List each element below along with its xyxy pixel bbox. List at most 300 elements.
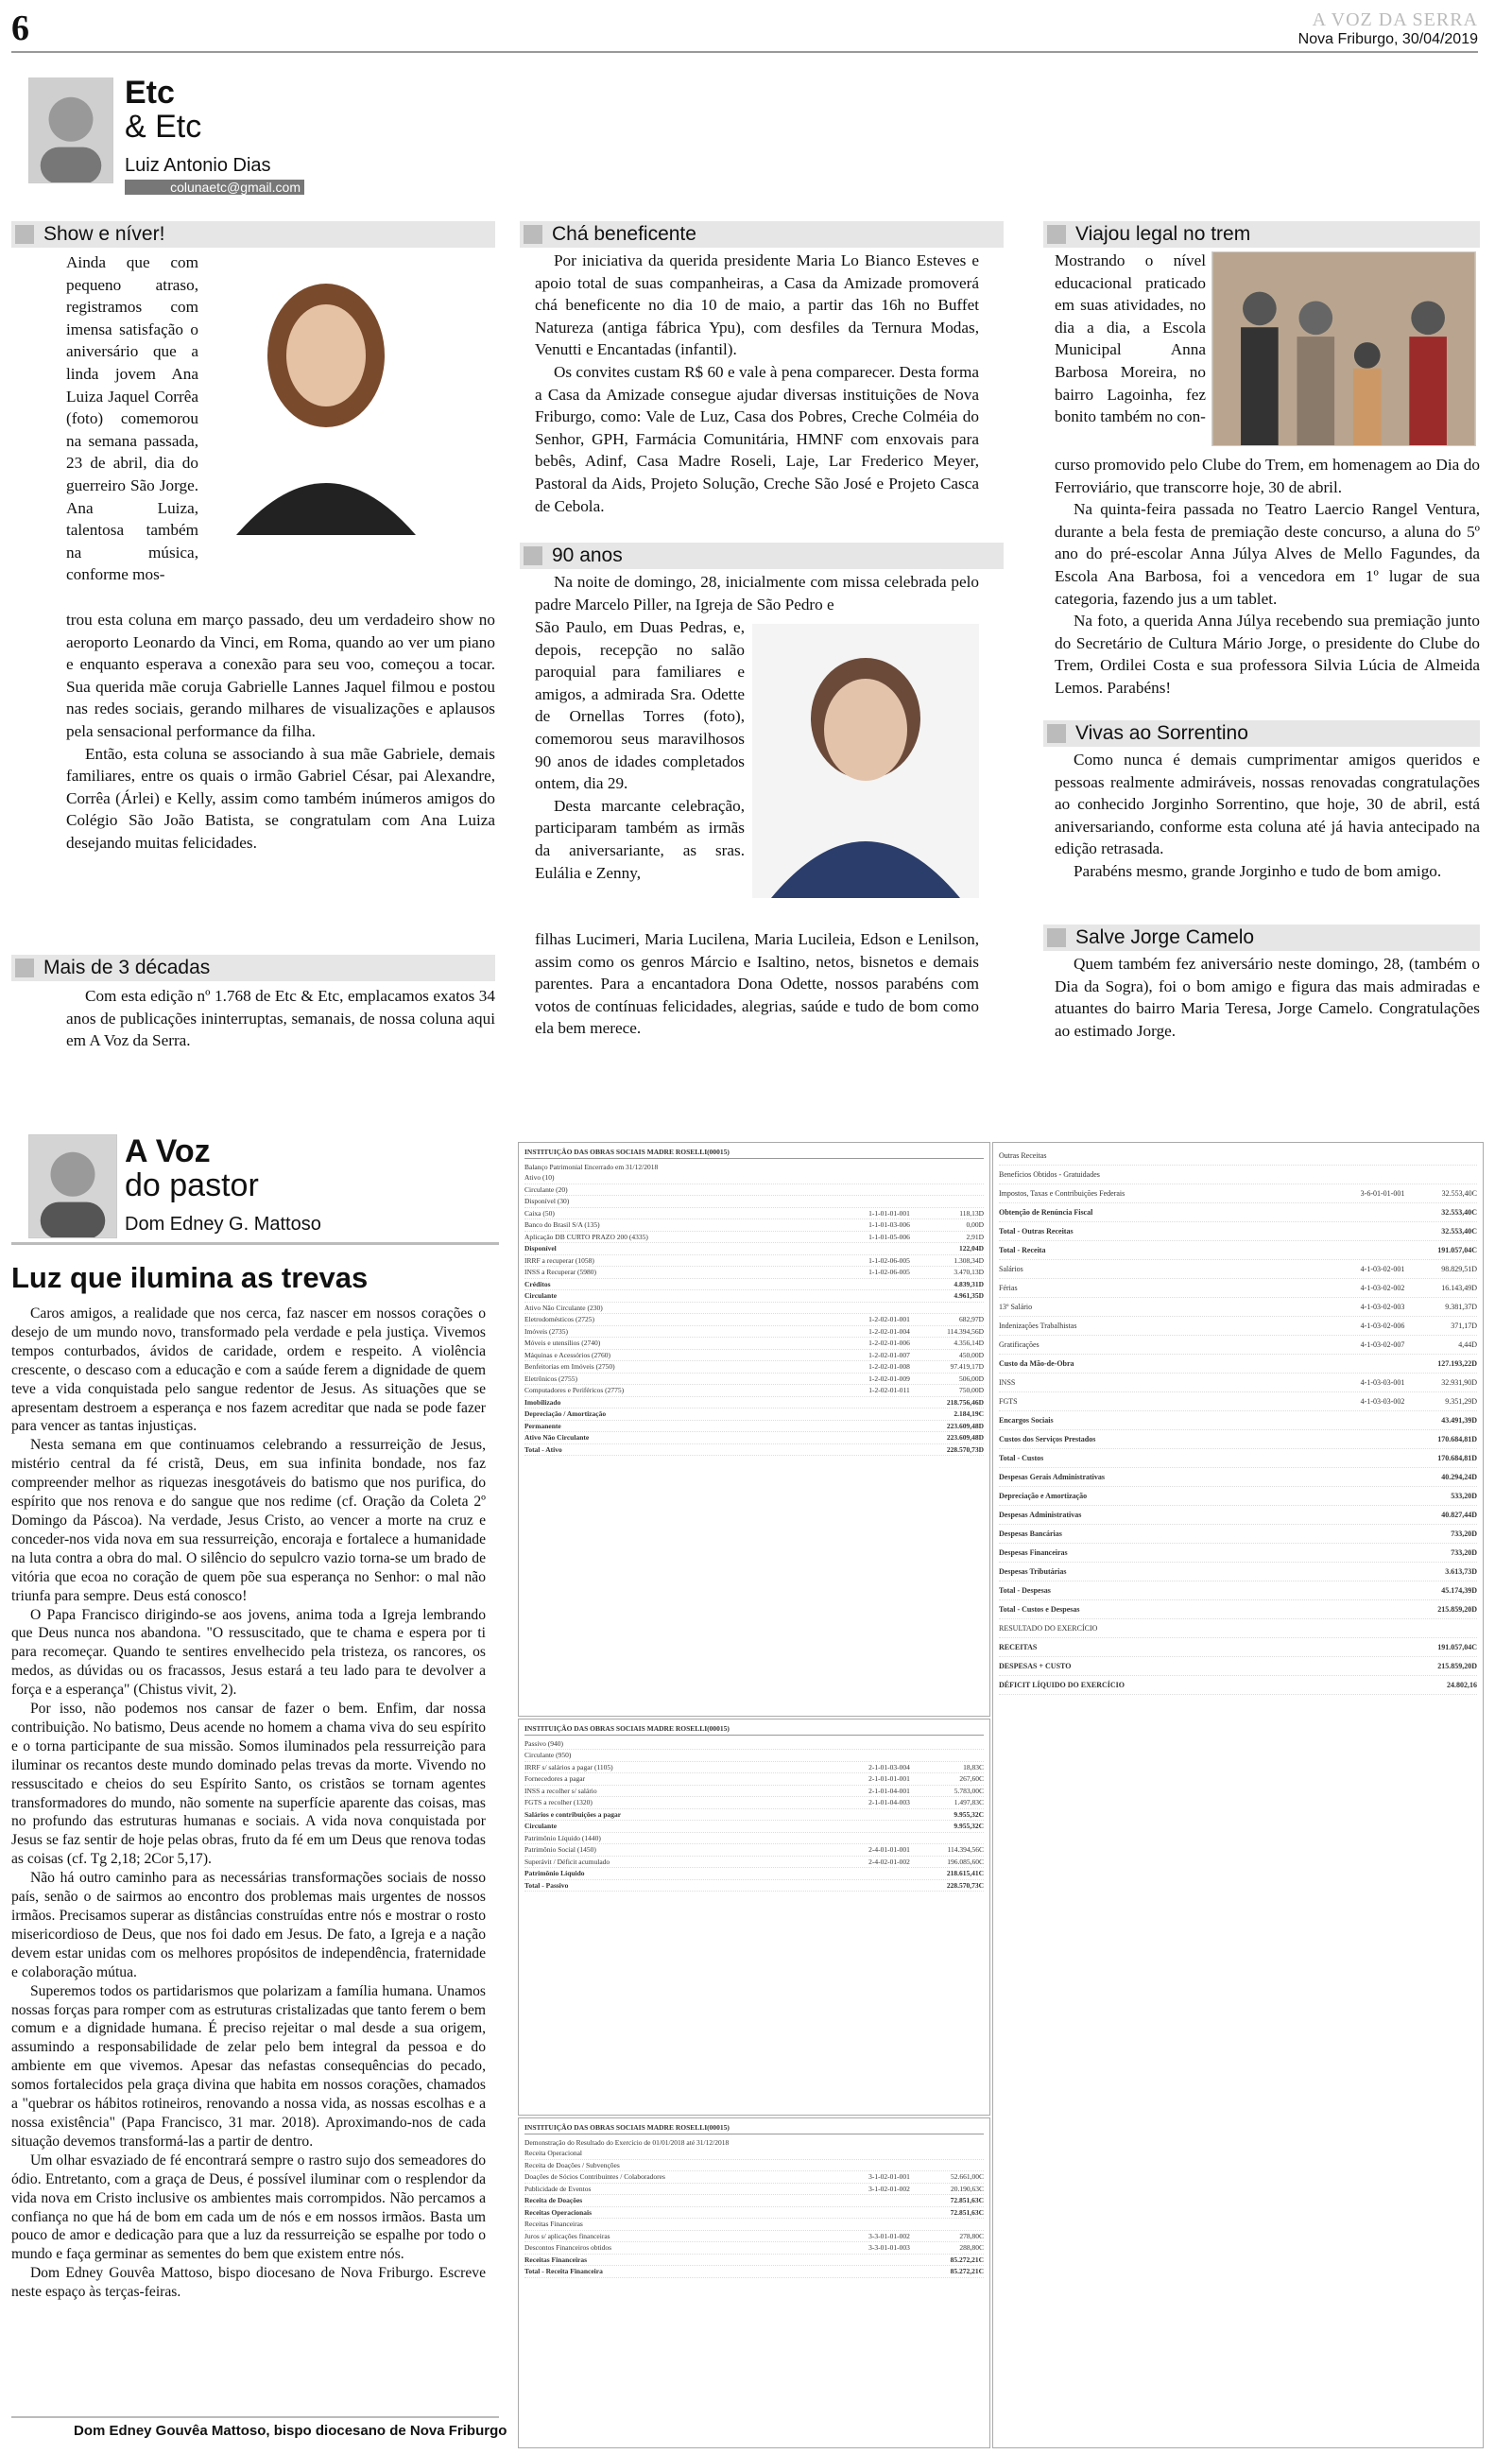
statement-row bbox=[999, 1355, 1477, 1374]
statement-row bbox=[524, 1219, 984, 1232]
statement-row bbox=[999, 1203, 1477, 1222]
row-label: Custo da Mão-de-Obra bbox=[999, 1359, 1074, 1368]
statement-row bbox=[999, 1657, 1477, 1676]
row-label: Eletrodomésticos (2725) bbox=[524, 1315, 594, 1323]
row-value: 114.394,56C bbox=[947, 1845, 984, 1854]
section-heading-cha: Chá beneficente bbox=[520, 221, 1004, 248]
row-value: 72.851,63C bbox=[950, 2196, 984, 2204]
row-value: 2.184,19C bbox=[954, 1409, 984, 1418]
row-value: 85.272,21C bbox=[950, 2255, 984, 2264]
row-code: 2-1-01-04-003 bbox=[868, 1798, 910, 1806]
row-code: 1-2-02-01-011 bbox=[868, 1386, 910, 1394]
row-value: 9.351,29D bbox=[1445, 1397, 1477, 1406]
column-subtitle: & Etc bbox=[125, 109, 202, 145]
row-label: Móveis e utensílios (2740) bbox=[524, 1339, 601, 1347]
row-label: Total - Outras Receitas bbox=[999, 1227, 1074, 1236]
row-value: 170.684,81D bbox=[1437, 1435, 1477, 1443]
row-code bbox=[861, 1172, 918, 1184]
row-label: Imóveis (2735) bbox=[524, 1326, 569, 1336]
row-label: Créditos bbox=[524, 1279, 551, 1288]
paragraph: Na noite de domingo, 28, inicialmente com missa celebrada pelo padre Marcelo Piller, na Igreja de São Pedro e bbox=[535, 573, 979, 614]
row-code bbox=[861, 1444, 918, 1456]
row-code: 4-1-03-02-001 bbox=[1360, 1265, 1405, 1273]
row-label: Imobilizado bbox=[524, 1397, 561, 1407]
row-label: Publicidade de Eventos bbox=[524, 2184, 592, 2193]
row-label: FGTS a recolher (1320) bbox=[524, 1798, 593, 1806]
row-label: Despesas Administrativas bbox=[999, 1511, 1082, 1519]
row-label: Total - Custos e Despesas bbox=[999, 1605, 1080, 1614]
row-label: Patrimônio Líquido bbox=[524, 1869, 585, 1877]
section-text-trem-a bbox=[1055, 250, 1206, 428]
row-code bbox=[1354, 1525, 1411, 1543]
statement-row bbox=[524, 1361, 984, 1374]
row-code: 3-1-02-01-001 bbox=[868, 2172, 910, 2181]
row-code bbox=[861, 1809, 918, 1821]
row-value bbox=[918, 1750, 984, 1761]
divider bbox=[11, 1242, 499, 1245]
row-label: Indenizações Trabalhistas bbox=[999, 1322, 1077, 1330]
statement-row bbox=[524, 1773, 984, 1786]
row-label: Gratificações bbox=[999, 1340, 1040, 1349]
row-value: 97.419,17D bbox=[950, 1362, 984, 1371]
row-label: Permanente bbox=[524, 1421, 561, 1430]
row-value: 52.661,00C bbox=[950, 2172, 984, 2181]
statement-row bbox=[524, 1797, 984, 1809]
row-code: 4-1-03-02-003 bbox=[1360, 1303, 1405, 1311]
row-label: Superávit / Déficit acumulado bbox=[524, 1857, 610, 1866]
statement-row bbox=[524, 1267, 984, 1279]
row-value: 43.491,39D bbox=[1441, 1416, 1477, 1425]
row-value bbox=[918, 2160, 984, 2171]
row-code bbox=[1354, 1600, 1411, 1618]
row-label: RESULTADO DO EXERCÍCIO bbox=[999, 1624, 1098, 1633]
statement-row bbox=[524, 1196, 984, 1208]
statement-row bbox=[999, 1676, 1477, 1695]
row-label: Despesas Bancárias bbox=[999, 1529, 1062, 1538]
row-value: 223.609,48D bbox=[946, 1433, 984, 1442]
row-code: 2-1-01-01-001 bbox=[868, 1774, 910, 1783]
row-code: 3-3-01-01-003 bbox=[868, 2243, 910, 2252]
paragraph: Na quinta-feira passada no Teatro Laercio Rangel Ventura, durante a bela festa de premiação deste concurso, a aluna do 5º ano do pré-escolar Anna Júlya Alves de Mello Fagundes, da Escola Ana Barbosa, foi a vencedora em 1º lugar de sua categoria, fazendo jus a um tablet. bbox=[1055, 500, 1480, 608]
issue-date: Nova Friburgo, 30/04/2019 bbox=[1297, 31, 1478, 47]
row-label: Disponível bbox=[524, 1244, 557, 1253]
row-label: Eletrônicos (2755) bbox=[524, 1374, 578, 1383]
row-code bbox=[861, 1408, 918, 1420]
balance-sheet-passivo bbox=[518, 1719, 990, 2116]
row-value: 2,91D bbox=[966, 1232, 984, 1241]
row-label: Impostos, Taxas e Contribuições Federais bbox=[999, 1189, 1125, 1198]
row-code: 1-2-02-01-001 bbox=[868, 1315, 910, 1323]
row-value bbox=[918, 2148, 984, 2159]
column-title: Etc bbox=[125, 75, 175, 111]
row-label: Total - Custos bbox=[999, 1454, 1044, 1462]
row-value: 196.085,60C bbox=[947, 1857, 984, 1866]
statement-row bbox=[524, 1432, 984, 1444]
row-code: 2-4-01-01-001 bbox=[868, 1845, 910, 1854]
cost-statement bbox=[992, 1142, 1484, 2448]
statement-row bbox=[524, 1408, 984, 1421]
statement-row bbox=[524, 1303, 984, 1315]
row-label: Depreciação e Amortização bbox=[999, 1492, 1088, 1500]
statement-row bbox=[524, 1374, 984, 1386]
row-label: Aplicação DB CURTO PRAZO 200 (4335) bbox=[524, 1232, 648, 1241]
row-code bbox=[861, 2219, 918, 2230]
row-code: 1-1-01-03-006 bbox=[868, 1220, 910, 1229]
row-code bbox=[1354, 1676, 1411, 1694]
row-code bbox=[861, 1184, 918, 1196]
row-value bbox=[1411, 1619, 1477, 1637]
paragraph: trou esta coluna em março passado, deu um verdadeiro show no aeroporto Leonardo da Vinci, em Roma, quando ao ver um piano e enquanto esperava a conexão para seu voo, começou a tocar. Sua querida mãe coruja Gabrielle Lannes Jaquel filmou e postou nas redes sociais, gerando milhares de visualizações e aplausos pela sensacional performance da filha. bbox=[66, 611, 495, 740]
statement-row bbox=[999, 1279, 1477, 1298]
statement-row bbox=[524, 1762, 984, 1774]
statement-row bbox=[999, 1374, 1477, 1392]
row-label: Receitas Financeiras bbox=[524, 2220, 583, 2228]
row-label: Obtenção de Renúncia Fiscal bbox=[999, 1208, 1093, 1217]
section-heading-camelo: Salve Jorge Camelo bbox=[1043, 925, 1480, 951]
statement-row bbox=[999, 1298, 1477, 1317]
row-value: 20.190,63C bbox=[950, 2184, 984, 2193]
row-value: 1.308,34D bbox=[954, 1255, 984, 1265]
row-label: Outras Receitas bbox=[999, 1151, 1047, 1160]
paragraph: Então, esta coluna se associando à sua mãe Gabriele, demais familiares, entre os quais o irmão Gabriel César, pai Alexandre, Corrêa (Árlei) e Kelly, assim como também inúmeros amigos do Colégio São João Batista, se congratulam com Ana Luiza desejando muitas felicidades. bbox=[66, 744, 495, 852]
row-label: Circulante bbox=[524, 1291, 558, 1300]
statement-row bbox=[524, 1243, 984, 1255]
article-signature: Dom Edney Gouvêa Mattoso, bispo diocesano de Nova Friburgo bbox=[74, 2423, 507, 2439]
section-text-trem-b bbox=[1055, 454, 1480, 700]
row-label: DÉFICIT LÍQUIDO DO EXERCÍCIO bbox=[999, 1681, 1125, 1689]
masthead bbox=[1298, 9, 1478, 48]
row-value: 3.470,13D bbox=[954, 1268, 984, 1276]
row-code bbox=[1354, 1468, 1411, 1486]
row-value: 85.272,21C bbox=[950, 2267, 984, 2275]
row-label: INSS a Recuperar (5980) bbox=[524, 1268, 597, 1276]
row-value: 32.931,90D bbox=[1441, 1378, 1477, 1387]
article-headline: Luz que ilumina as trevas bbox=[11, 1261, 369, 1294]
statement-row bbox=[524, 2160, 984, 2172]
row-code bbox=[1354, 1411, 1411, 1429]
paragraph: Parabéns mesmo, grande Jorginho e tudo de bom amigo. bbox=[1074, 861, 1442, 880]
row-value: 1.497,83C bbox=[954, 1798, 984, 1806]
row-value: 533,20D bbox=[1451, 1492, 1477, 1500]
row-label: Fornecedores a pagar bbox=[524, 1774, 586, 1783]
row-code bbox=[861, 1290, 918, 1302]
row-value: 371,17D bbox=[1451, 1322, 1477, 1330]
row-label: INSS bbox=[999, 1378, 1016, 1387]
statement-row bbox=[999, 1336, 1477, 1355]
photo-odette bbox=[752, 624, 979, 898]
row-label: Ativo Não Circulante (230) bbox=[524, 1303, 603, 1312]
row-code bbox=[1354, 1563, 1411, 1581]
row-code: 1-1-01-05-006 bbox=[868, 1232, 910, 1241]
row-value: 218.615,41C bbox=[946, 1869, 984, 1877]
row-value: 278,80C bbox=[959, 2231, 984, 2240]
column-email: colunaetc@gmail.com bbox=[125, 180, 304, 195]
row-value: 450,00D bbox=[958, 1350, 984, 1359]
statement-row bbox=[524, 2242, 984, 2255]
row-value: 114.394,56D bbox=[947, 1326, 984, 1336]
row-value: 32.553,40C bbox=[1441, 1227, 1477, 1236]
statement-row bbox=[524, 1208, 984, 1220]
paragraph: Como nunca é demais cumprimentar amigos queridos e pessoas realmente admiráveis, nossas renovadas congratulações ao conhecido Jorginho Sorrentino, que hoje, 30 de abril, está aniversariando, conforme esta coluna até já havia antecipado na edição retrasada. bbox=[1055, 751, 1480, 858]
row-code bbox=[861, 1868, 918, 1879]
statement-row bbox=[999, 1241, 1477, 1260]
statement-row bbox=[999, 1317, 1477, 1336]
section-text-show-a bbox=[66, 251, 198, 586]
statement-row bbox=[524, 1880, 984, 1892]
row-value bbox=[918, 1833, 984, 1844]
section-heading-sorrentino: Vivas ao Sorrentino bbox=[1043, 720, 1480, 747]
statement-row bbox=[524, 2231, 984, 2243]
statement-rows bbox=[524, 2148, 984, 2278]
row-value: 9.955,32C bbox=[954, 1809, 984, 1819]
row-code bbox=[861, 1750, 918, 1761]
statement-row bbox=[524, 2207, 984, 2220]
paragraph: Os convites custam R$ 60 e vale à pena comparecer. Desta forma a Casa da Amizade consegue ajudar diversas instituições de Nova Friburgo, como: Vale de Luz, Casa dos Pobres, Creche Colméia do Senhor, GPH, Farmácia Comunitária, HMNF com enxovais para bebês, Adinf, Casa Madre Roseli, Laje, Lar Frederico Meyer, Pastoral da Aids, Projeto Solução, Creche São José e Projeto Casca de Cebola. bbox=[535, 362, 979, 515]
row-value: 118,13D bbox=[959, 1208, 984, 1218]
statement-row bbox=[524, 1857, 984, 1869]
section-text-camelo bbox=[1055, 953, 1480, 1042]
statement-row bbox=[524, 1738, 984, 1751]
statement-row bbox=[524, 2148, 984, 2160]
statement-row bbox=[524, 1750, 984, 1762]
row-code bbox=[861, 1243, 918, 1254]
statement-header: INSTITUIÇÃO DAS OBRAS SOCIAIS MADRE ROSELLI(00015) bbox=[524, 1147, 984, 1159]
row-value: 750,00D bbox=[958, 1386, 984, 1394]
row-code: 1-2-02-01-004 bbox=[868, 1326, 910, 1336]
paragraph: Ainda que com pequeno atraso, registramos com imensa satisfação o aniversário que a linda jovem Ana Luiza Jaquel Corrêa (foto) comemorou na semana passada, 23 de abril, dia do guerreiro São Jorge. Ana Luiza, talentosa também na música, conforme mos- bbox=[66, 253, 198, 584]
statement-row bbox=[999, 1184, 1477, 1203]
section-text-90anos-b bbox=[535, 616, 745, 884]
row-value: 228.570,73D bbox=[946, 1444, 984, 1454]
row-code: 4-1-03-02-006 bbox=[1360, 1322, 1405, 1330]
row-value: 18,83C bbox=[963, 1762, 984, 1771]
statement-row bbox=[999, 1619, 1477, 1638]
paragraph: São Paulo, em Duas Pedras, e, depois, recepção no salão paroquial para familiares e amigos, a admirada Sra. Odette de Ornellas Torres (foto), comemorou seus maravilhosos 90 anos de idades completados ontem, dia 29. bbox=[535, 618, 745, 793]
statement-header: INSTITUIÇÃO DAS OBRAS SOCIAIS MADRE ROSELLI(00015) bbox=[524, 2122, 984, 2134]
row-code bbox=[861, 2255, 918, 2266]
row-code: 2-1-01-03-004 bbox=[868, 1762, 910, 1771]
row-label: Benefícios Obtidos - Gratuidades bbox=[999, 1170, 1100, 1179]
paragraph: Desta marcante celebração, participaram também as irmãs da aniversariante, as sras. Eulália e Zenny, bbox=[535, 796, 745, 882]
statement-row bbox=[524, 1314, 984, 1326]
row-code: 4-1-03-03-002 bbox=[1360, 1397, 1405, 1406]
section-heading-trem: Viajou legal no trem bbox=[1043, 221, 1480, 248]
person-icon bbox=[29, 1135, 116, 1237]
row-code bbox=[861, 2148, 918, 2159]
row-code: 1-2-02-01-008 bbox=[868, 1362, 910, 1371]
row-label: Salários e contribuições a pagar bbox=[524, 1809, 622, 1819]
row-label: Total - Receita Financeira bbox=[524, 2267, 603, 2275]
statement-row bbox=[524, 1184, 984, 1197]
paragraph: filhas Lucimeri, Maria Lucilena, Maria Lucileia, Edson e Lenilson, assim como os genros Márcio e Isaltino, netos, bisnetos e demais parentes. Para a encantadora Dona Odette, nossos parabéns com votos de contínuas felicidades, alegrias, saúde e tudo de bom como ela bem merece. bbox=[535, 930, 979, 1038]
row-code bbox=[1354, 1430, 1411, 1448]
row-value: 191.057,04C bbox=[1437, 1643, 1477, 1651]
row-label: Patrimônio Social (1450) bbox=[524, 1845, 596, 1854]
row-label: Ativo (10) bbox=[524, 1173, 555, 1182]
paragraph: O Papa Francisco dirigindo-se aos jovens, anima toda a Igreja lembrando que Deus nunca nos abandona. "O ressuscitado, que te chama e espera por ti para recomeçar. Quando te sentires envelhecido pela tristeza, os rancores, os medos, as dúvidas ou os fracassos, Jesus estará a teu lado para te devolver a força e a esperança" (Chistus vivit, 2). bbox=[11, 1606, 486, 1699]
row-value: 40.294,24D bbox=[1441, 1473, 1477, 1481]
statement-row bbox=[999, 1581, 1477, 1600]
row-label: Despesas Gerais Administrativas bbox=[999, 1473, 1105, 1481]
row-label: Despesas Financeiras bbox=[999, 1548, 1068, 1557]
bishop-photo bbox=[28, 1134, 117, 1238]
row-code: 2-4-02-01-002 bbox=[868, 1857, 910, 1866]
row-value: 267,60C bbox=[959, 1774, 984, 1783]
row-label: INSS a recolher s/ salário bbox=[524, 1786, 597, 1795]
row-label: Ativo Não Circulante bbox=[524, 1433, 590, 1442]
row-code bbox=[1354, 1657, 1411, 1675]
row-label: Férias bbox=[999, 1284, 1018, 1292]
row-label: Banco do Brasil S/A (135) bbox=[524, 1220, 600, 1229]
statement-row bbox=[524, 1844, 984, 1857]
statement-row bbox=[999, 1468, 1477, 1487]
statement-row bbox=[999, 1600, 1477, 1619]
row-code: 1-1-01-01-001 bbox=[868, 1208, 910, 1218]
statement-subheader: Demonstração do Resultado do Exercício de 01/01/2018 até 31/12/2018 bbox=[524, 2137, 730, 2147]
statement-row bbox=[999, 1449, 1477, 1468]
row-value: 0,00D bbox=[966, 1220, 984, 1229]
row-label: Encargos Sociais bbox=[999, 1416, 1054, 1425]
section-text-show-b bbox=[66, 609, 495, 855]
paragraph: Na foto, a querida Anna Júlya recebendo sua premiação junto do Secretário de Cultura Mário Jorge, o presidente do Clube do Trem, Ordilei Costa e sua professora Silvia Lúcia de Almeida Lemos. Parabéns! bbox=[1055, 612, 1480, 697]
statement-row bbox=[999, 1506, 1477, 1525]
row-code bbox=[1354, 1222, 1411, 1240]
statement-row bbox=[524, 1821, 984, 1833]
row-value: 218.756,46D bbox=[946, 1397, 984, 1407]
paragraph: Caros amigos, a realidade que nos cerca, faz nascer em nossos corações o desejo de um mundo novo, transformado pela verdade e pela justiça. Vivemos tempos conturbados, ávidos de caridade, ordem e respeito. A violência crescente, o descaso com a educação e com a saúde ferem a dignidade de quem teve a vida conquistada pelo sangue redentor de Jesus. As situações que se apresentam destroem a esperança e nos fazem acreditar que nada se pode fazer para vencer as tantas injustiças. bbox=[11, 1305, 486, 1435]
row-label: IRRF s/ salários a pagar (1105) bbox=[524, 1762, 613, 1771]
row-code bbox=[1354, 1487, 1411, 1505]
row-code bbox=[1354, 1147, 1411, 1165]
row-value: 32.553,40C bbox=[1441, 1208, 1477, 1217]
row-code bbox=[1354, 1506, 1411, 1524]
statement-row bbox=[999, 1638, 1477, 1657]
row-label: Custos dos Serviços Prestados bbox=[999, 1435, 1096, 1443]
statement-row bbox=[524, 1326, 984, 1339]
paragraph: Com esta edição nº 1.768 de Etc & Etc, emplacamos exatos 34 anos de publicações ininterruptas, semanais, de nossa coluna aqui em A Voz da Serra. bbox=[66, 987, 495, 1050]
row-code bbox=[1354, 1449, 1411, 1467]
person-icon bbox=[29, 78, 112, 182]
statement-row bbox=[524, 1421, 984, 1433]
statement-rows bbox=[999, 1147, 1477, 1695]
row-label: IRRF a recuperar (1058) bbox=[524, 1255, 594, 1265]
statement-row bbox=[524, 2184, 984, 2196]
section-heading-show: Show e níver! bbox=[11, 221, 495, 248]
row-value: 16.143,49D bbox=[1441, 1284, 1477, 1292]
statement-subheader: Balanço Patrimonial Encerrado em 31/12/2018 bbox=[524, 1162, 659, 1171]
row-value: 5.783,00C bbox=[954, 1786, 984, 1795]
row-label: Total - Passivo bbox=[524, 1880, 569, 1890]
row-code bbox=[861, 1738, 918, 1750]
paragraph: Um olhar esvaziado de fé encontrará sempre o rastro sujo dos semeadores do ódio. Entretanto, com a graça de Deus, é possível iluminar com o resplendor da vida nova em Cristo inclusive os ambientes mais corrompidos. Não percamos a confiança no que há de bom em cada um de nós e em nossos irmãos. Basta um pouco de amor e dedicação para que a luz da ressurreição se espalhe por todo o mundo e faça germinar as sementes do bem que existem entre nós. bbox=[11, 2152, 486, 2263]
row-label: Despesas Tributárias bbox=[999, 1567, 1067, 1576]
row-code bbox=[1354, 1203, 1411, 1221]
row-value: 4.356,14D bbox=[954, 1339, 984, 1347]
statement-row bbox=[524, 1338, 984, 1350]
statement-row bbox=[999, 1147, 1477, 1166]
column-subtitle-voz: do pastor bbox=[125, 1167, 259, 1203]
row-code bbox=[861, 1880, 918, 1892]
row-value: 45.174,39D bbox=[1441, 1586, 1477, 1595]
row-label: RECEITAS bbox=[999, 1643, 1038, 1651]
statement-row bbox=[524, 1444, 984, 1457]
row-label: Descontos Financeiros obtidos bbox=[524, 2243, 612, 2252]
row-value: 223.609,48D bbox=[946, 1421, 984, 1430]
row-value: 127.193,22D bbox=[1437, 1359, 1477, 1368]
photo-premiacao bbox=[1211, 251, 1476, 446]
statement-row bbox=[524, 1350, 984, 1362]
row-code bbox=[861, 1196, 918, 1207]
statement-row bbox=[524, 1290, 984, 1303]
statement-row bbox=[999, 1487, 1477, 1506]
statement-row bbox=[524, 1255, 984, 1268]
section-text-sorrentino bbox=[1055, 749, 1480, 883]
row-label: Circulante (20) bbox=[524, 1184, 568, 1194]
row-label: Caixa (50) bbox=[524, 1208, 555, 1218]
columnist-photo bbox=[28, 78, 113, 183]
page-number: 6 bbox=[11, 9, 29, 48]
row-code bbox=[861, 1303, 918, 1314]
row-value: 4.961,35D bbox=[954, 1291, 984, 1300]
row-value bbox=[918, 1196, 984, 1207]
row-label: DESPESAS + CUSTO bbox=[999, 1662, 1072, 1670]
row-code bbox=[1354, 1581, 1411, 1599]
row-code: 1-2-02-01-009 bbox=[868, 1374, 910, 1383]
row-value: 215.859,20D bbox=[1437, 1605, 1477, 1614]
paragraph: Mostrando o nível educacional praticado em suas atividades, no dia a dia, a Escola Municipal Anna Barbosa Moreira, no bairro Lagoinha, fez bonito também no con- bbox=[1055, 251, 1206, 426]
row-code: 3-3-01-01-002 bbox=[868, 2231, 910, 2240]
row-value: 682,97D bbox=[958, 1315, 984, 1323]
row-code bbox=[861, 1279, 918, 1290]
row-code bbox=[861, 1432, 918, 1443]
row-value bbox=[918, 1172, 984, 1184]
paragraph: Nesta semana em que continuamos celebrando a ressurreição de Jesus, mistério central da fé cristã, Deus, em sua infinita bondade, nos faz compreender melhor as riquezas inesgotáveis do batismo que nos purifica, do espírito que nos renova e do sangue que nos redime (cf. Oração da Coleta 2º Domingo da Páscoa). Na verdade, Jesus Cristo, ao vencer a morte na cruz e conceder-nos vida nova em sua ressurreição, encoraja e fortalece a humanidade na luta contra a obra do mal. O silêncio do sepulcro vazio torna-se um brado de vitória que ecoa no coração de quem põe sua esperança no Senhor: o mal não triunfa para sempre. Deus está conosco! bbox=[11, 1437, 486, 1604]
row-label: Depreciação / Amortização bbox=[524, 1409, 607, 1418]
statement-row bbox=[999, 1525, 1477, 1544]
row-value: 170.684,81D bbox=[1437, 1454, 1477, 1462]
row-value: 32.553,40C bbox=[1441, 1189, 1477, 1198]
statement-row bbox=[524, 1385, 984, 1397]
row-label: Circulante bbox=[524, 1822, 558, 1830]
section-text-cha bbox=[535, 250, 979, 517]
row-label: Benfeitorias em Imóveis (2750) bbox=[524, 1362, 615, 1371]
statement-rows bbox=[524, 1738, 984, 1892]
paragraph: Não há outro caminho para as necessárias transformações sociais de nosso país, senão o de sairmos ao encontro dos problemas mais urgentes de nossos irmãos. Precisamos superar as distâncias construídas entre nós e mostrar o rosto misericordioso de Deus, que nos foi dado em Jesus. De fato, a Igreja e a nação devem estar unidas com os melhores propósitos de independência, fraternidade e colaboração mútua. bbox=[11, 1870, 486, 1980]
row-label: Máquinas e Acessórios (2760) bbox=[524, 1350, 611, 1359]
row-value bbox=[918, 1303, 984, 1314]
row-code bbox=[1354, 1355, 1411, 1373]
row-label: Total - Receita bbox=[999, 1246, 1046, 1254]
row-label: Doações de Sócios Contribuintes / Colaboradores bbox=[524, 2172, 665, 2181]
statement-row bbox=[524, 2266, 984, 2278]
section-text-decadas bbox=[66, 985, 495, 1052]
statement-row bbox=[524, 2255, 984, 2267]
section-heading-90anos: 90 anos bbox=[520, 543, 1004, 569]
header-rule bbox=[11, 51, 1478, 53]
row-label: FGTS bbox=[999, 1397, 1018, 1406]
row-code bbox=[861, 2195, 918, 2206]
row-label: Receitas Operacionais bbox=[524, 2207, 593, 2217]
newspaper-brand: A VOZ DA SERRA bbox=[1312, 9, 1478, 30]
row-label: Circulante (950) bbox=[524, 1751, 572, 1759]
row-code: 1-2-02-01-007 bbox=[868, 1350, 910, 1359]
row-value: 215.859,20D bbox=[1437, 1662, 1477, 1670]
row-label: 13º Salário bbox=[999, 1303, 1033, 1311]
paragraph: Por iniciativa da querida presidente Maria Lo Bianco Esteves e apoio total de suas companheiras, a Casa da Amizade promoverá chá beneficente no dia 10 de maio, a partir das 16h no Buffet Natureza (antiga fábrica Ypu), com desfiles da Ternura Modas, Venutti e Encantadas (infantil). bbox=[535, 251, 979, 359]
statement-row bbox=[524, 2171, 984, 2184]
row-code bbox=[1354, 1619, 1411, 1637]
row-value: 98.829,51D bbox=[1441, 1265, 1477, 1273]
